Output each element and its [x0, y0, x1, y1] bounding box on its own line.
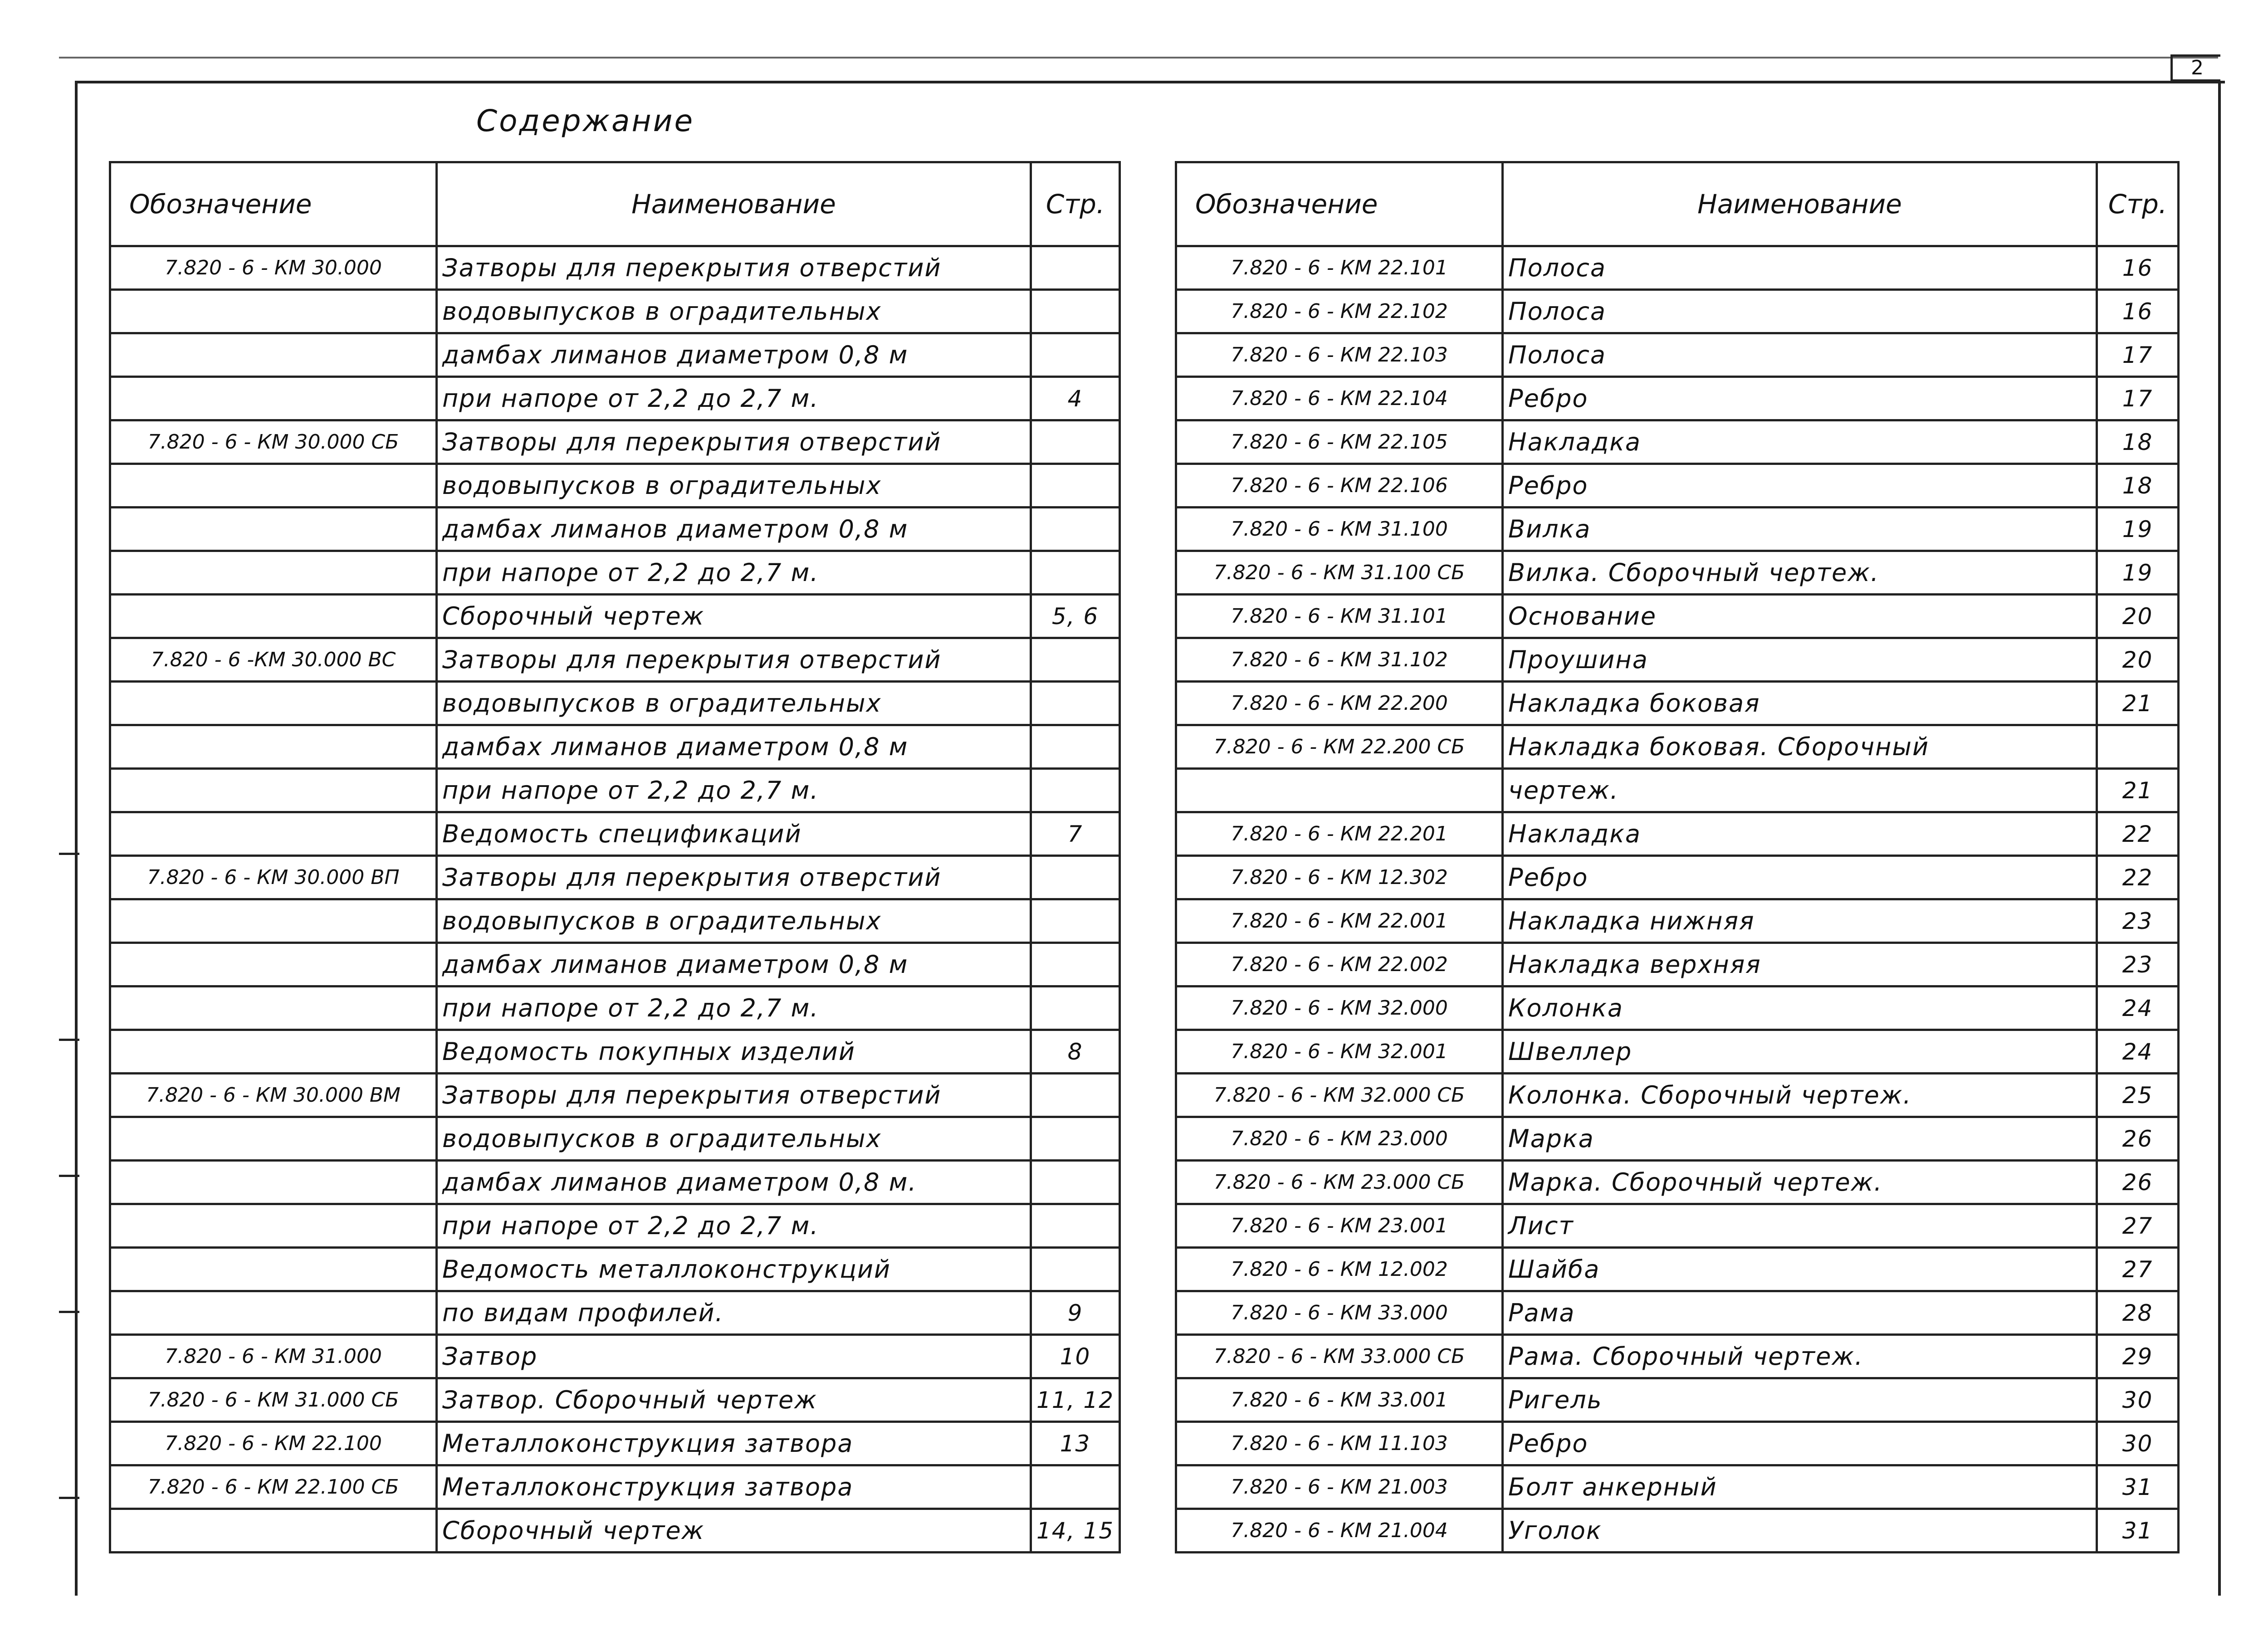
cell-name: Вилка. Сборочный чертеж.	[1503, 551, 2097, 595]
cell-name: Затвор. Сборочный чертеж	[437, 1378, 1031, 1422]
cell-page: 28	[2097, 1291, 2179, 1335]
cell-name: Швеллер	[1503, 1030, 2097, 1074]
table-row	[110, 899, 1120, 943]
table-row	[1176, 856, 2179, 899]
table-row	[1176, 333, 2179, 377]
column-header-name: Наименование	[1503, 162, 2097, 246]
table-row	[1176, 1291, 2179, 1335]
cell-code	[1176, 769, 1503, 812]
cell-name: Металлоконструкция затвора	[437, 1465, 1031, 1509]
cell-page: 24	[2097, 986, 2179, 1030]
cell-code	[110, 1248, 437, 1291]
cell-name: при напоре от 2,2 до 2,7 м.	[437, 551, 1031, 595]
cell-page	[1031, 333, 1120, 377]
cell-name: Накладка верхняя	[1503, 943, 2097, 986]
table-row	[1176, 986, 2179, 1030]
cell-page: 20	[2097, 595, 2179, 638]
cell-code: 7.820 - 6 - КМ 30.000 СБ	[110, 420, 437, 464]
table-header-row	[1176, 162, 2179, 246]
cell-page: 13	[1031, 1422, 1120, 1465]
cell-page	[1031, 420, 1120, 464]
cell-page	[1031, 682, 1120, 725]
cell-page: 31	[2097, 1509, 2179, 1553]
column-header-page: Стр.	[2097, 162, 2179, 246]
cell-name: Ригель	[1503, 1378, 2097, 1422]
table-row	[1176, 1204, 2179, 1248]
cell-code: 7.820 - 6 - КМ 22.104	[1176, 377, 1503, 420]
table-row	[110, 1465, 1120, 1509]
frame-right-line	[2218, 81, 2221, 1596]
cell-name: по видам профилей.	[437, 1291, 1031, 1335]
cell-code: 7.820 - 6 - КМ 22.102	[1176, 290, 1503, 333]
table-row	[110, 377, 1120, 420]
table-row	[1176, 377, 2179, 420]
cell-name: Затворы для перекрытия отверстий	[437, 420, 1031, 464]
sheet-number: 2	[2170, 54, 2220, 82]
cell-name: Ребро	[1503, 377, 2097, 420]
cell-code	[110, 725, 437, 769]
cell-code	[110, 1291, 437, 1335]
table-row	[110, 638, 1120, 682]
table-row	[110, 464, 1120, 508]
cell-code: 7.820 - 6 - КМ 31.000 СБ	[110, 1378, 437, 1422]
cell-name: Ведомость покупных изделий	[437, 1030, 1031, 1074]
cell-name: Полоса	[1503, 333, 2097, 377]
cell-name: Накладка боковая	[1503, 682, 2097, 725]
table-row	[110, 1291, 1120, 1335]
cell-page	[1031, 290, 1120, 333]
cell-page: 30	[2097, 1378, 2179, 1422]
cell-name: дамбах лиманов диаметром 0,8 м.	[437, 1161, 1031, 1204]
cell-code	[110, 769, 437, 812]
cell-page	[1031, 1248, 1120, 1291]
table-row	[1176, 769, 2179, 812]
table-row	[110, 1378, 1120, 1422]
cell-name: Уголок	[1503, 1509, 2097, 1553]
table-row	[110, 682, 1120, 725]
cell-code	[110, 333, 437, 377]
cell-page: 26	[2097, 1117, 2179, 1161]
cell-code: 7.820 - 6 - КМ 21.004	[1176, 1509, 1503, 1553]
cell-name: Марка. Сборочный чертеж.	[1503, 1161, 2097, 1204]
table-row	[1176, 638, 2179, 682]
binding-mark	[59, 1311, 79, 1313]
table-row	[110, 856, 1120, 899]
cell-name: при напоре от 2,2 до 2,7 м.	[437, 377, 1031, 420]
cell-page	[1031, 1161, 1120, 1204]
cell-page: 18	[2097, 464, 2179, 508]
table-row	[110, 1248, 1120, 1291]
table-header-row	[110, 162, 1120, 246]
cell-code: 7.820 - 6 - КМ 22.105	[1176, 420, 1503, 464]
cell-name: Вилка	[1503, 508, 2097, 551]
table-row	[1176, 1117, 2179, 1161]
cell-name: водовыпусков в оградительных	[437, 464, 1031, 508]
cell-name: Ребро	[1503, 1422, 2097, 1465]
table-row	[110, 1161, 1120, 1204]
table-row	[1176, 1335, 2179, 1378]
cell-code	[110, 812, 437, 856]
cell-code: 7.820 - 6 - КМ 31.000	[110, 1335, 437, 1378]
cell-code	[110, 290, 437, 333]
cell-code	[110, 986, 437, 1030]
cell-name: Ребро	[1503, 856, 2097, 899]
frame-left-line	[75, 81, 78, 1596]
cell-code: 7.820 - 6 - КМ 33.000	[1176, 1291, 1503, 1335]
table-row	[110, 1509, 1120, 1553]
cell-code	[110, 595, 437, 638]
cell-page	[1031, 899, 1120, 943]
cell-name: дамбах лиманов диаметром 0,8 м	[437, 725, 1031, 769]
cell-name: Основание	[1503, 595, 2097, 638]
cell-code: 7.820 - 6 - КМ 32.001	[1176, 1030, 1503, 1074]
cell-page: 23	[2097, 899, 2179, 943]
table-row	[1176, 1509, 2179, 1553]
cell-name: Металлоконструкция затвора	[437, 1422, 1031, 1465]
cell-name: Колонка. Сборочный чертеж.	[1503, 1074, 2097, 1117]
cell-code: 7.820 - 6 - КМ 32.000 СБ	[1176, 1074, 1503, 1117]
cell-name: Затворы для перекрытия отверстий	[437, 856, 1031, 899]
cell-page	[1031, 986, 1120, 1030]
cell-code: 7.820 - 6 - КМ 32.000	[1176, 986, 1503, 1030]
table-row	[110, 1030, 1120, 1074]
cell-code: 7.820 - 6 - КМ 12.002	[1176, 1248, 1503, 1291]
cell-code	[110, 1204, 437, 1248]
cell-page: 29	[2097, 1335, 2179, 1378]
cell-name: при напоре от 2,2 до 2,7 м.	[437, 1204, 1031, 1248]
cell-code: 7.820 - 6 - КМ 22.101	[1176, 246, 1503, 290]
cell-code	[110, 508, 437, 551]
table-row	[1176, 1030, 2179, 1074]
table-row	[110, 246, 1120, 290]
table-row	[110, 595, 1120, 638]
cell-name: Накладка боковая. Сборочный	[1503, 725, 2097, 769]
cell-code: 7.820 - 6 - КМ 22.200 СБ	[1176, 725, 1503, 769]
cell-page	[1031, 638, 1120, 682]
cell-name: дамбах лиманов диаметром 0,8 м	[437, 333, 1031, 377]
table-row	[1176, 246, 2179, 290]
table-row	[1176, 1422, 2179, 1465]
table-row	[110, 290, 1120, 333]
cell-name: Ребро	[1503, 464, 2097, 508]
cell-code	[110, 464, 437, 508]
table-row	[110, 508, 1120, 551]
table-row	[110, 333, 1120, 377]
table-row	[1176, 551, 2179, 595]
cell-page: 22	[2097, 856, 2179, 899]
cell-code: 7.820 - 6 - КМ 22.201	[1176, 812, 1503, 856]
cell-code: 7.820 - 6 - КМ 23.000 СБ	[1176, 1161, 1503, 1204]
cell-code: 7.820 - 6 - КМ 11.103	[1176, 1422, 1503, 1465]
cell-code: 7.820 - 6 - КМ 22.001	[1176, 899, 1503, 943]
cell-page: 31	[2097, 1465, 2179, 1509]
cell-name: Колонка	[1503, 986, 2097, 1030]
table-row	[1176, 1378, 2179, 1422]
cell-page: 20	[2097, 638, 2179, 682]
column-header-code: Обозначение	[1176, 162, 1503, 246]
table-row	[110, 1204, 1120, 1248]
cell-code: 7.820 - 6 - КМ 33.001	[1176, 1378, 1503, 1422]
cell-code: 7.820 - 6 - КМ 30.000 ВМ	[110, 1074, 437, 1117]
cell-page	[1031, 769, 1120, 812]
cell-code: 7.820 - 6 - КМ 12.302	[1176, 856, 1503, 899]
cell-name: Ведомость металлоконструкций	[437, 1248, 1031, 1291]
frame-top-line	[75, 81, 2225, 83]
cell-name: Затворы для перекрытия отверстий	[437, 1074, 1031, 1117]
table-row	[110, 551, 1120, 595]
cell-code: 7.820 - 6 - КМ 30.000 ВП	[110, 856, 437, 899]
cell-name: при напоре от 2,2 до 2,7 м.	[437, 769, 1031, 812]
cell-code: 7.820 - 6 - КМ 31.100	[1176, 508, 1503, 551]
table-row	[1176, 682, 2179, 725]
binding-mark	[59, 1039, 79, 1041]
table-row	[110, 1117, 1120, 1161]
cell-code: 7.820 - 6 - КМ 23.000	[1176, 1117, 1503, 1161]
cell-code	[110, 943, 437, 986]
cell-page	[1031, 246, 1120, 290]
cell-page: 11, 12	[1031, 1378, 1120, 1422]
cell-code: 7.820 - 6 - КМ 22.100 СБ	[110, 1465, 437, 1509]
cell-page: 14, 15	[1031, 1509, 1120, 1553]
table-row	[1176, 1161, 2179, 1204]
top-border-line	[59, 57, 2218, 59]
cell-code: 7.820 - 6 - КМ 31.101	[1176, 595, 1503, 638]
cell-name: водовыпусков в оградительных	[437, 682, 1031, 725]
table-row	[110, 986, 1120, 1030]
cell-page: 25	[2097, 1074, 2179, 1117]
cell-name: Затворы для перекрытия отверстий	[437, 246, 1031, 290]
cell-code: 7.820 - 6 - КМ 23.001	[1176, 1204, 1503, 1248]
binding-mark	[59, 1175, 79, 1177]
table-row	[110, 420, 1120, 464]
table-row	[1176, 812, 2179, 856]
cell-page: 24	[2097, 1030, 2179, 1074]
table-row	[1176, 595, 2179, 638]
table-row	[1176, 508, 2179, 551]
cell-page: 16	[2097, 290, 2179, 333]
table-row	[110, 1422, 1120, 1465]
cell-page: 19	[2097, 508, 2179, 551]
table-row	[1176, 464, 2179, 508]
cell-page: 5, 6	[1031, 595, 1120, 638]
table-row	[1176, 943, 2179, 986]
cell-name: чертеж.	[1503, 769, 2097, 812]
cell-page	[1031, 1117, 1120, 1161]
cell-page	[1031, 1465, 1120, 1509]
cell-code: 7.820 - 6 - КМ 31.100 СБ	[1176, 551, 1503, 595]
cell-page: 27	[2097, 1204, 2179, 1248]
cell-code: 7.820 - 6 - КМ 22.103	[1176, 333, 1503, 377]
cell-name: водовыпусков в оградительных	[437, 290, 1031, 333]
cell-page	[1031, 943, 1120, 986]
cell-page: 30	[2097, 1422, 2179, 1465]
cell-name: Марка	[1503, 1117, 2097, 1161]
cell-name: Рама	[1503, 1291, 2097, 1335]
cell-page: 26	[2097, 1161, 2179, 1204]
cell-page: 10	[1031, 1335, 1120, 1378]
cell-code	[110, 682, 437, 725]
cell-name: Накладка	[1503, 420, 2097, 464]
contents-table-left	[109, 161, 1121, 1553]
cell-page: 17	[2097, 333, 2179, 377]
cell-page: 7	[1031, 812, 1120, 856]
cell-page	[1031, 1074, 1120, 1117]
cell-page: 22	[2097, 812, 2179, 856]
cell-code: 7.820 - 6 - КМ 31.102	[1176, 638, 1503, 682]
cell-code	[110, 899, 437, 943]
table-row	[1176, 420, 2179, 464]
table-row	[110, 943, 1120, 986]
cell-name: Лист	[1503, 1204, 2097, 1248]
cell-code: 7.820 - 6 - КМ 33.000 СБ	[1176, 1335, 1503, 1378]
cell-code	[110, 1509, 437, 1553]
cell-name: водовыпусков в оградительных	[437, 899, 1031, 943]
cell-page: 19	[2097, 551, 2179, 595]
cell-name: Накладка	[1503, 812, 2097, 856]
cell-code: 7.820 - 6 - КМ 30.000	[110, 246, 437, 290]
table-row	[110, 725, 1120, 769]
cell-code	[110, 1030, 437, 1074]
cell-page	[1031, 551, 1120, 595]
column-header-code: Обозначение	[110, 162, 437, 246]
table-row	[110, 1074, 1120, 1117]
cell-name: Затвор	[437, 1335, 1031, 1378]
cell-code: 7.820 - 6 - КМ 22.100	[110, 1422, 437, 1465]
cell-name: при напоре от 2,2 до 2,7 м.	[437, 986, 1031, 1030]
cell-page: 8	[1031, 1030, 1120, 1074]
cell-code	[110, 551, 437, 595]
cell-page: 17	[2097, 377, 2179, 420]
cell-name: Полоса	[1503, 246, 2097, 290]
column-header-name: Наименование	[437, 162, 1031, 246]
cell-page: 18	[2097, 420, 2179, 464]
cell-page	[1031, 725, 1120, 769]
cell-page	[1031, 464, 1120, 508]
cell-page: 21	[2097, 769, 2179, 812]
cell-page	[1031, 1204, 1120, 1248]
table-row	[1176, 899, 2179, 943]
cell-name: Сборочный чертеж	[437, 595, 1031, 638]
cell-page	[1031, 856, 1120, 899]
cell-page: 27	[2097, 1248, 2179, 1291]
cell-page: 4	[1031, 377, 1120, 420]
cell-name: Сборочный чертеж	[437, 1509, 1031, 1553]
cell-code	[110, 377, 437, 420]
table-row	[1176, 1248, 2179, 1291]
cell-page: 16	[2097, 246, 2179, 290]
table-row	[1176, 290, 2179, 333]
cell-name: Накладка нижняя	[1503, 899, 2097, 943]
page-title: Содержание	[476, 103, 695, 138]
cell-code: 7.820 - 6 - КМ 22.106	[1176, 464, 1503, 508]
cell-page: 23	[2097, 943, 2179, 986]
table-row	[110, 812, 1120, 856]
cell-name: дамбах лиманов диаметром 0,8 м	[437, 943, 1031, 986]
cell-code: 7.820 - 6 -КМ 30.000 ВС	[110, 638, 437, 682]
cell-name: Полоса	[1503, 290, 2097, 333]
table-row	[1176, 725, 2179, 769]
cell-code: 7.820 - 6 - КМ 22.200	[1176, 682, 1503, 725]
cell-name: Рама. Сборочный чертеж.	[1503, 1335, 2097, 1378]
cell-name: Болт анкерный	[1503, 1465, 2097, 1509]
cell-page	[1031, 508, 1120, 551]
cell-name: Затворы для перекрытия отверстий	[437, 638, 1031, 682]
cell-name: Шайба	[1503, 1248, 2097, 1291]
cell-name: Ведомость спецификаций	[437, 812, 1031, 856]
cell-name: Проушина	[1503, 638, 2097, 682]
cell-page	[2097, 725, 2179, 769]
cell-code: 7.820 - 6 - КМ 21.003	[1176, 1465, 1503, 1509]
contents-table-right	[1175, 161, 2180, 1553]
cell-code	[110, 1161, 437, 1204]
cell-code: 7.820 - 6 - КМ 22.002	[1176, 943, 1503, 986]
table-row	[110, 769, 1120, 812]
binding-mark	[59, 853, 79, 855]
cell-page: 21	[2097, 682, 2179, 725]
table-row	[1176, 1074, 2179, 1117]
table-row	[110, 1335, 1120, 1378]
cell-code	[110, 1117, 437, 1161]
column-header-page: Стр.	[1031, 162, 1120, 246]
cell-page: 9	[1031, 1291, 1120, 1335]
binding-mark	[59, 1497, 79, 1499]
table-row	[1176, 1465, 2179, 1509]
cell-name: водовыпусков в оградительных	[437, 1117, 1031, 1161]
cell-name: дамбах лиманов диаметром 0,8 м	[437, 508, 1031, 551]
